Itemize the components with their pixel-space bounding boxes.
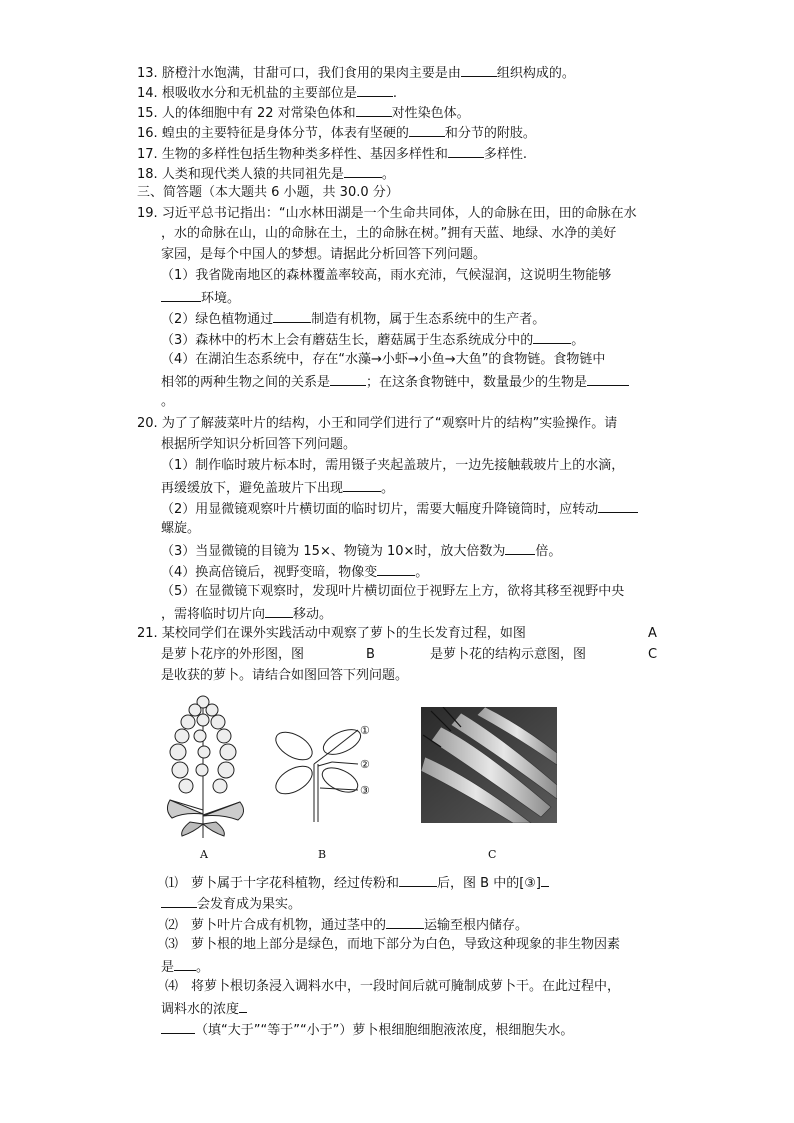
question-19-end: 。 <box>161 394 175 409</box>
question-21-line-3: 是收获的萝卜。请结合如图回答下列问题。 <box>161 668 409 683</box>
question-20-sub-4: （4）换高倍镜后，视野变暗，物像变 。 <box>161 565 429 580</box>
question-19-sub-1-cont: 环境。 <box>161 289 240 307</box>
question-21-sub-1-cont: 会发育成为果实。 <box>161 895 301 913</box>
question-20-line-1: 20. 为了了解菠菜叶片的结构，小王和同学们进行了“观察叶片的结构”实验操作。请 <box>137 416 618 431</box>
section-heading: 三、简答题（本大题共 6 小题，共 30.0 分） <box>137 185 399 200</box>
blank[interactable] <box>343 479 381 492</box>
question-19-line-1: 19. 习近平总书记指出：“山水林田湖是一个生命共同体，人的命脉在田，田的命脉在水 <box>137 206 637 221</box>
question-20-sub-2: （2）用显微镜观察叶片横切面的临时切片，需要大幅度升降镜筒时，应转动 <box>161 500 638 518</box>
blank[interactable] <box>273 310 311 323</box>
blank[interactable] <box>344 165 382 178</box>
question-17: 17. 生物的多样性包括生物种类多样性、基因多样性和 多样性. <box>137 147 527 162</box>
label-1: ① <box>360 724 370 737</box>
question-21-sub-4-cont: 调料水的浓度 <box>161 1000 247 1018</box>
blank[interactable] <box>409 124 445 137</box>
question-14: 14. 根吸收水分和无机盐的主要部位是 . <box>137 86 397 101</box>
blank[interactable] <box>461 64 497 77</box>
figure-a-inflorescence <box>160 690 250 840</box>
question-21-sub-4-end: （填“大于”“等于”“小于”）萝卜根细胞细胞液浓度，根细胞失水。 <box>161 1021 573 1039</box>
question-21-sub-4: ⑷ 将萝卜根切条浸入调料水中，一段时间后就可腌制成萝卜干。在此过程中， <box>165 979 621 994</box>
blank[interactable] <box>598 500 638 513</box>
question-19-line-2: ，水的命脉在山，山的命脉在土，土的命脉在树。”拥有天蓝、地绿、水净的美好 <box>161 226 617 241</box>
question-19-sub-2: （2）绿色植物通过 制造有机物，属于生态系统中的生产者。 <box>161 312 546 327</box>
figure-label-a: A <box>200 848 208 861</box>
question-19-sub-1: （1）我省陇南地区的森林覆盖率较高，雨水充沛，气候湿润，这说明生物能够 <box>161 268 612 283</box>
question-19-line-3: 家园，是每个中国人的梦想。请据此分析回答下列问题。 <box>161 247 487 262</box>
question-21-sub-2: ⑵ 萝卜叶片合成有机物，通过茎中的 运输至根内储存。 <box>165 918 529 933</box>
figure-label-b: B <box>318 848 327 861</box>
question-20-sub-2-cont: 螺旋。 <box>161 521 201 536</box>
question-21-sub-1: ⑴ 萝卜属于十字花科植物，经过传粉和 后，图 B 中的[③] <box>165 874 549 892</box>
question-20-sub-5: （5）在显微镜下观察时，发现叶片横切面位于视野左上方，欲将其移至视野中央 <box>161 584 625 599</box>
blank[interactable] <box>541 874 549 887</box>
blank[interactable] <box>161 895 197 908</box>
figure-ref-a: A <box>648 626 657 641</box>
blank[interactable] <box>239 1000 247 1013</box>
question-19-sub-4-cont: 相邻的两种生物之间的关系是 ；在这条食物链中，数量最少的生物是 <box>161 373 629 391</box>
question-18: 18. 人类和现代类人猿的共同祖先是 。 <box>137 167 395 182</box>
question-21-line-2b: 是萝卜花的结构示意图，图 <box>430 647 587 662</box>
blank[interactable] <box>448 145 484 158</box>
question-20-line-2: 根据所学知识分析回答下列问题。 <box>161 437 357 452</box>
blank[interactable] <box>161 289 201 302</box>
question-20-sub-1: （1）制作临时玻片标本时，需用镊子夹起盖玻片，一边先接触载玻片上的水滴， <box>161 458 625 473</box>
figure-ref-c: C <box>648 647 658 662</box>
blank[interactable] <box>330 373 366 386</box>
question-21-line-2a: 是萝卜花序的外形图，图 <box>161 647 305 662</box>
blank[interactable] <box>357 84 393 97</box>
blank[interactable] <box>377 563 415 576</box>
question-19-sub-4: （4）在湖泊生态系统中，存在“水藻→小虾→小鱼→大鱼”的食物链。食物链中 <box>161 352 606 367</box>
blank[interactable] <box>386 916 424 929</box>
question-21-line-1: 21. 某校同学们在课外实践活动中观察了萝卜的生长发育过程，如图 <box>137 626 526 641</box>
blank[interactable] <box>161 1021 195 1034</box>
blank[interactable] <box>399 874 437 887</box>
figure-b-flower-structure <box>270 722 385 832</box>
question-15: 15. 人的体细胞中有 22 对常染色体和 对性染色体。 <box>137 106 470 121</box>
label-2: ② <box>360 758 370 771</box>
blank[interactable] <box>174 958 196 971</box>
question-21-sub-3: ⑶ 萝卜根的地上部分是绿色，而地下部分为白色，导致这种现象的非生物因素 <box>165 937 621 952</box>
blank[interactable] <box>356 104 392 117</box>
figure-c-radish-photo <box>421 707 557 823</box>
question-16: 16. 蝗虫的主要特征是身体分节，体表有坚硬的 和分节的附肢。 <box>137 126 536 141</box>
question-21-sub-3-cont: 是 。 <box>161 960 210 975</box>
blank[interactable] <box>533 331 571 344</box>
blank[interactable] <box>265 605 293 618</box>
label-3: ③ <box>360 784 370 797</box>
question-13: 13. 脐橙汁水饱满，甘甜可口，我们食用的果肉主要是由 组织构成的。 <box>137 66 575 81</box>
question-20-sub-3: （3）当显微镜的目镜为 15×、物镜为 10×时，放大倍数为 倍。 <box>161 544 562 559</box>
blank[interactable] <box>505 542 535 555</box>
figure-label-c: C <box>488 848 497 861</box>
question-19-sub-3: （3）森林中的朽木上会有蘑菇生长，蘑菇属于生态系统成分中的 。 <box>161 333 585 348</box>
figure-ref-b: B <box>366 647 375 662</box>
question-20-sub-5-cont: ，需将临时切片向 移动。 <box>161 607 333 622</box>
blank[interactable] <box>587 373 629 386</box>
question-20-sub-1-cont: 再缓缓放下，避免盖玻片下出现 。 <box>161 481 395 496</box>
